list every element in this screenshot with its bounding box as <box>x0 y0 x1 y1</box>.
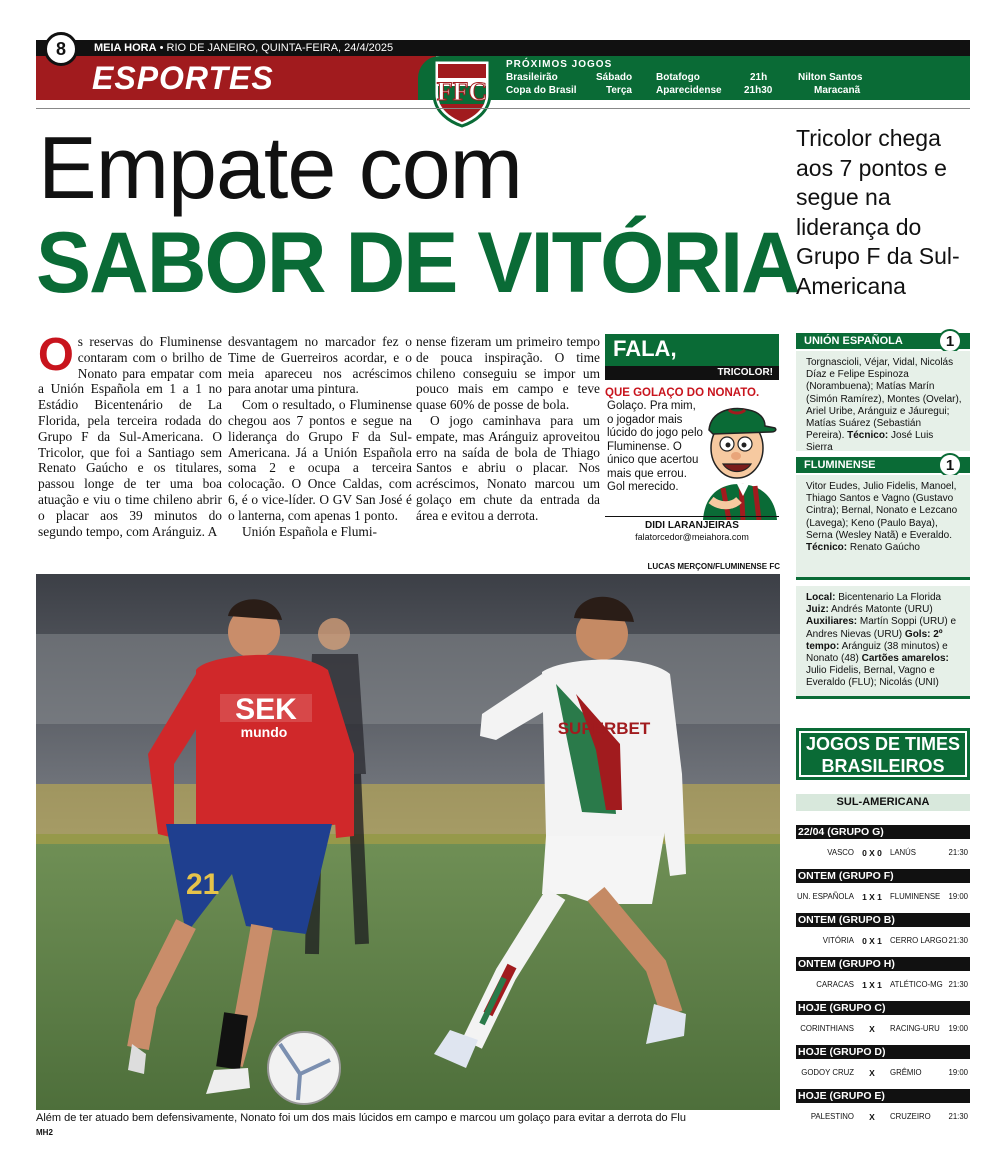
match-away: CERRO LARGO <box>890 936 948 945</box>
round-bar: ONTEM (GRUPO B) <box>796 913 970 927</box>
shirt-number: 21 <box>186 868 220 901</box>
fala-title: FALA, <box>613 336 677 361</box>
fala-author: DIDI LARANJEIRAS <box>645 520 739 531</box>
match-score: 0 X 0 <box>862 848 882 858</box>
paragraph: O jogo caminhava para um empate, mas Aránguiz aproveitou erro na saída de bola de Thiago Santos e abriu o placar. Nos acréscimos, Nonato marcou um golaço em chute da entrada da área e evitou a derrota. <box>416 412 600 523</box>
match-home: CORINTHIANS <box>800 1024 854 1033</box>
match-away: LANÚS <box>890 848 916 857</box>
fala-subtitle-bar <box>605 366 779 380</box>
match-score: 0 X 1 <box>862 936 882 946</box>
match-away: CRUZEIRO <box>890 1112 931 1121</box>
info-value: Martín Soppi (URU) e Andres Nievas (URU) <box>806 616 957 640</box>
article-column-2 <box>228 334 412 539</box>
info-label: Cartões amarelos: <box>861 653 949 665</box>
team-bar-union: UNIÓN ESPAÑOLA <box>796 333 970 349</box>
dropcap: O <box>38 328 74 380</box>
match-time: 21:30 <box>948 936 968 945</box>
match-time: 21:30 <box>948 848 968 857</box>
deck: Tricolor chega aos 7 pontos e segue na liderança do Grupo F da Sul-Americana <box>796 125 960 299</box>
match-score: 1 X 1 <box>862 892 882 902</box>
fala-quote: Golaço. Pra mim, o jogador mais lúcido do jogo pelo Fluminense. O único que acertou mais que errou. Gol merecido. <box>607 400 703 493</box>
lineup-fluminense <box>796 475 970 577</box>
round-bar: HOJE (GRUPO D) <box>796 1045 970 1059</box>
match-home: GODOY CRUZ <box>801 1068 854 1077</box>
match-home: VITÓRIA <box>822 936 854 945</box>
coach-label: Técnico: <box>847 430 889 442</box>
next-game-time: 21h <box>750 72 768 83</box>
team-bar-fluminense: FLUMINENSE <box>796 457 970 473</box>
match-row <box>796 891 970 903</box>
divider <box>605 516 779 517</box>
match-row <box>796 979 970 991</box>
info-value: Julio Fidelis, Bernal, Vagno e Everaldo (FLU); Nicolás (UNI) <box>806 665 939 689</box>
coach-label: Técnico: <box>806 542 848 554</box>
match-score: 1 X 1 <box>862 980 882 990</box>
sponsor-red: SEK <box>235 693 297 726</box>
round-bar: 22/04 (GRUPO G) <box>796 825 970 839</box>
next-game-time: 21h30 <box>744 85 773 96</box>
match-row <box>796 1023 970 1035</box>
match-away: RACING-URU <box>890 1024 940 1033</box>
info-label: Juiz: <box>806 604 829 616</box>
mascot-icon <box>693 404 781 520</box>
dateline-text: • RIO DE JANEIRO, QUINTA-FEIRA, 24/4/2025 <box>156 42 394 54</box>
paragraph: nense fizeram um primeiro tempo de pouca inspiração. O time chileno conseguiu se impor um pouco mais em campo e teve quase 60% de posse de bola. <box>416 334 600 413</box>
dateline <box>94 40 393 56</box>
headline-line-2: SABOR DE VITÓRIA <box>36 215 799 311</box>
divider <box>36 108 970 109</box>
page-number: 8 <box>44 32 78 66</box>
next-games-title: PRÓXIMOS JOGOS <box>506 59 613 70</box>
info-value: Andrés Matonte (URU) <box>828 604 933 616</box>
paragraph: Com o resultado, o Fluminense chegou aos 7 pontos e segue na liderança do Grupo F da Sul-Americana. Já a Unión Española soma 2 e ocupa a terceira colocação. O Once Caldas, com 6, é o vice-líder. O GV San José é o lanterna, com apenas 1 ponto. <box>228 397 412 523</box>
article-column-3 <box>416 334 600 524</box>
info-value: Bicentenario La Florida <box>835 592 942 603</box>
fala-email: falatorcedor@meiahora.com <box>635 532 749 542</box>
match-row <box>796 847 970 859</box>
competition-bar: SUL-AMERICANA <box>796 794 970 811</box>
article-column-1 <box>38 328 222 539</box>
next-game-opponent: Aparecidense <box>656 85 722 96</box>
match-time: 21:30 <box>948 980 968 989</box>
info-label: Local: <box>806 592 836 603</box>
photo-code: MH2 <box>36 1128 53 1137</box>
match-photo-illustration <box>36 574 780 1110</box>
round-bar: HOJE (GRUPO E) <box>796 1089 970 1103</box>
match-away: ATLÉTICO-MG <box>890 980 943 989</box>
section-title: ESPORTES <box>92 60 274 96</box>
next-game-comp: Copa do Brasil <box>506 85 577 96</box>
fala-quote-title: QUE GOLAÇO DO NONATO. <box>605 387 760 399</box>
next-game-day: Terça <box>606 85 632 96</box>
paragraph: desvantagem no marcador fez o Time de Guerreiros acordar, e o meia apareceu nos acréscimos para anotar uma pintura. <box>228 334 412 397</box>
paragraph: Unión Española e Flumi- <box>242 523 378 539</box>
coach: Renato Gaúcho <box>847 542 920 554</box>
next-game-opponent: Botafogo <box>656 72 700 83</box>
match-row <box>796 1111 970 1123</box>
match-info <box>796 586 970 696</box>
sponsor-white: SUPERBET <box>557 719 651 738</box>
match-photo <box>36 574 780 1110</box>
match-home: VASCO <box>827 848 854 857</box>
next-game-row <box>506 72 866 85</box>
match-away: FLUMINENSE <box>890 892 941 901</box>
results-title: JOGOS DE TIMES BRASILEIROS <box>796 728 970 780</box>
match-score: X <box>869 1112 875 1122</box>
match-home: UN. ESPAÑOLA <box>796 892 854 901</box>
match-time: 19:00 <box>948 1068 968 1077</box>
next-game-venue: Nilton Santos <box>798 72 863 83</box>
match-row <box>796 935 970 947</box>
team-score: 1 <box>938 329 962 353</box>
team-score: 1 <box>938 453 962 477</box>
next-game-day: Sábado <box>596 72 633 83</box>
round-bar: ONTEM (GRUPO H) <box>796 957 970 971</box>
next-game-comp: Brasileirão <box>506 72 558 83</box>
match-away: GRÊMIO <box>890 1068 922 1077</box>
fala-subtitle: TRICOLOR! <box>717 367 773 378</box>
photo-caption: Além de ter atuado bem defensivamente, Nonato foi um dos mais lúcidos em campo e marcou um golaço para evitar a derrota do Flu <box>36 1112 686 1124</box>
match-row <box>796 1067 970 1079</box>
info-value: Aránguiz (38 minutos) e Nonato (48) <box>806 640 948 665</box>
sponsor-red-sub: mundo <box>240 724 288 740</box>
match-home: CARACAS <box>816 980 854 989</box>
round-bar: HOJE (GRUPO C) <box>796 1001 970 1015</box>
photo-credit: LUCAS MERÇON/FLUMINENSE FC <box>647 562 780 571</box>
match-score: X <box>869 1068 875 1078</box>
match-time: 19:00 <box>948 1024 968 1033</box>
lineup-union <box>796 351 970 454</box>
next-game-venue: Maracanã <box>814 85 861 96</box>
lineup-players: Torgnascioli, Véjar, Vidal, Nicolás Díaz e Felipe Espinoza (Norambuena); Matías Marín (Simón Ramírez), Montes (Ovelar), Ariel Uribe, Aránguiz e Jáuregui; Matías Suárez (Sebastián Pereira). <box>806 357 962 442</box>
info-label: Auxiliares: <box>806 616 858 628</box>
match-time: 19:00 <box>948 892 968 901</box>
fala-tricolor-box <box>605 334 779 546</box>
lineup-players: Vitor Eudes, Julio Fidelis, Manoel, Thiago Santos e Vagno (Gustavo Cintra); Bernal, Nonato e Lezcano (Lavega); Keno (Paulo Baya), Serna (Wesley Natã) e Everaldo. <box>806 481 958 541</box>
headline-line-1: Empate com <box>38 118 522 217</box>
divider <box>796 577 970 580</box>
paragraph: s reservas do Fluminense contaram com o brilho de Nonato para empatar com a Unión Española em 1 a 1 no Estádio Bicentenário de La Florida, pela terceira rodada do Grupo F da Sul-Americana. O Tricolor, que foi a Santiago sem Renato Gaúcho e os titulares, passou longe de ter uma boa atuação e viu o time chileno abrir o placar aos 39 minutos do segundo tempo, com Aránguiz. A <box>38 334 222 539</box>
divider <box>796 696 970 699</box>
match-home: PALESTINO <box>810 1112 854 1121</box>
info-label: Gols: 2º tempo: <box>806 628 943 652</box>
match-score: X <box>869 1024 875 1034</box>
match-time: 21:30 <box>948 1112 968 1121</box>
brand: MEIA HORA <box>94 42 157 54</box>
next-game-row <box>506 85 866 98</box>
coach: José Luis Sierra <box>806 430 934 454</box>
svg-text:FFC: FFC <box>436 77 488 106</box>
round-bar: ONTEM (GRUPO F) <box>796 869 970 883</box>
